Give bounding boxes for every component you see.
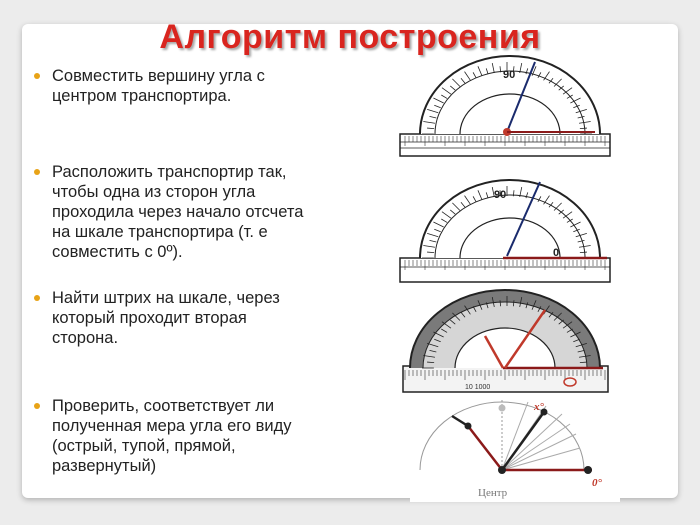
- bullet-text: Совместить вершину угла с центром транспортира.: [52, 67, 265, 105]
- protractor-figure-1: [395, 52, 615, 162]
- scale-tick: [580, 128, 587, 129]
- angle-diagram: [410, 398, 620, 502]
- bullet-item: [32, 396, 372, 476]
- bullet-dot-icon: [34, 295, 40, 301]
- zero-degree-label: 0°: [592, 477, 602, 489]
- center-label: Центр: [478, 487, 508, 499]
- label-90: 90: [503, 69, 516, 81]
- protractor-figure-3: [395, 288, 615, 396]
- scale-tick: [580, 252, 587, 253]
- protractor-figure-2: [395, 174, 615, 286]
- bullet-item: [32, 162, 372, 262]
- label-zero: 0: [553, 247, 560, 259]
- bullet-text: Найти штрих на шкале, через который проходит вторая сторона.: [52, 289, 280, 347]
- angle-label: x°: [534, 401, 544, 413]
- scale-tick: [427, 362, 434, 363]
- bullet-text: Проверить, соответствует ли полученная мера угла его виду (острый, тупой, прямой, развернутый): [52, 397, 292, 475]
- bullet-item: [32, 288, 372, 348]
- bullet-dot-icon: [34, 73, 40, 79]
- slide-title: Алгоритм построения: [159, 18, 541, 56]
- label-90: 90: [494, 189, 507, 201]
- scale-tick: [580, 362, 587, 363]
- bullet-text: Расположить транспортир так, чтобы одна из сторон угла проходила через начало отсчета на шкале транспортира (т. е совместить с 0º).: [52, 163, 304, 261]
- ruler-digits: 10 1000: [465, 384, 491, 391]
- bullet-dot-icon: [34, 403, 40, 409]
- scale-tick: [427, 128, 434, 129]
- bullet-item: [32, 66, 372, 106]
- bullet-dot-icon: [34, 169, 40, 175]
- scale-tick: [427, 252, 434, 253]
